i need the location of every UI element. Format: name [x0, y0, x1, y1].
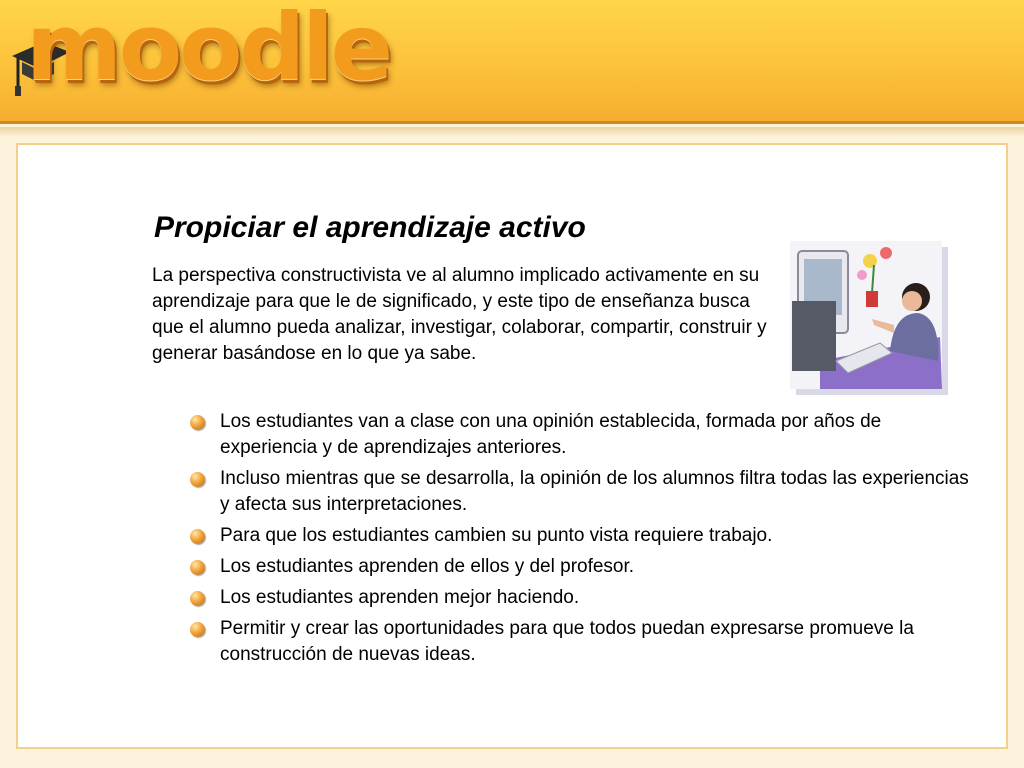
- bullet-text: Los estudiantes aprenden de ellos y del profesor.: [220, 556, 635, 577]
- header-banner: [0, 0, 1024, 124]
- bullet-text: Los estudiantes van a clase con una opinión establecida, formada por años de experiencia y de aprendizajes anteriores.: [220, 411, 882, 458]
- list-item: [190, 409, 970, 461]
- bullet-text: Permitir y crear las oportunidades para que todos puedan expresarse promueve la construcción de nuevas ideas.: [220, 618, 914, 665]
- bullet-icon: [190, 622, 205, 637]
- list-item: [190, 585, 970, 611]
- bullet-list: [190, 409, 970, 673]
- bullet-text: Para que los estudiantes cambien su punto vista requiere trabajo.: [220, 525, 773, 546]
- slide-title: Propiciar el aprendizaje activo: [154, 211, 586, 244]
- bullet-icon: [190, 472, 205, 487]
- bullet-icon: [190, 529, 205, 544]
- bullet-icon: [190, 560, 205, 575]
- list-item: [190, 616, 970, 668]
- bullet-text: Incluso mientras que se desarrolla, la opinión de los alumnos filtra todas las experiencias y afecta sus interpretaciones.: [220, 468, 969, 515]
- moodle-logo: [8, 0, 391, 118]
- list-item: [190, 554, 970, 580]
- student-at-computer-illustration: [790, 241, 950, 397]
- bullet-icon: [190, 591, 205, 606]
- slide-content: [16, 143, 1008, 749]
- list-item: [190, 466, 970, 518]
- header-shadow: [0, 127, 1024, 137]
- list-item: [190, 523, 970, 549]
- bullet-text: Los estudiantes aprenden mejor haciendo.: [220, 587, 580, 608]
- logo-text: moodle: [26, 0, 391, 101]
- bullet-icon: [190, 415, 205, 430]
- intro-paragraph: La perspectiva constructivista ve al alumno implicado activamente en su aprendizaje para que le de significado, y este tipo de enseñanza busca que el alumno pueda analizar, investigar, colaborar, compartir, construir y generar basándose en lo que ya sabe.: [152, 265, 767, 364]
